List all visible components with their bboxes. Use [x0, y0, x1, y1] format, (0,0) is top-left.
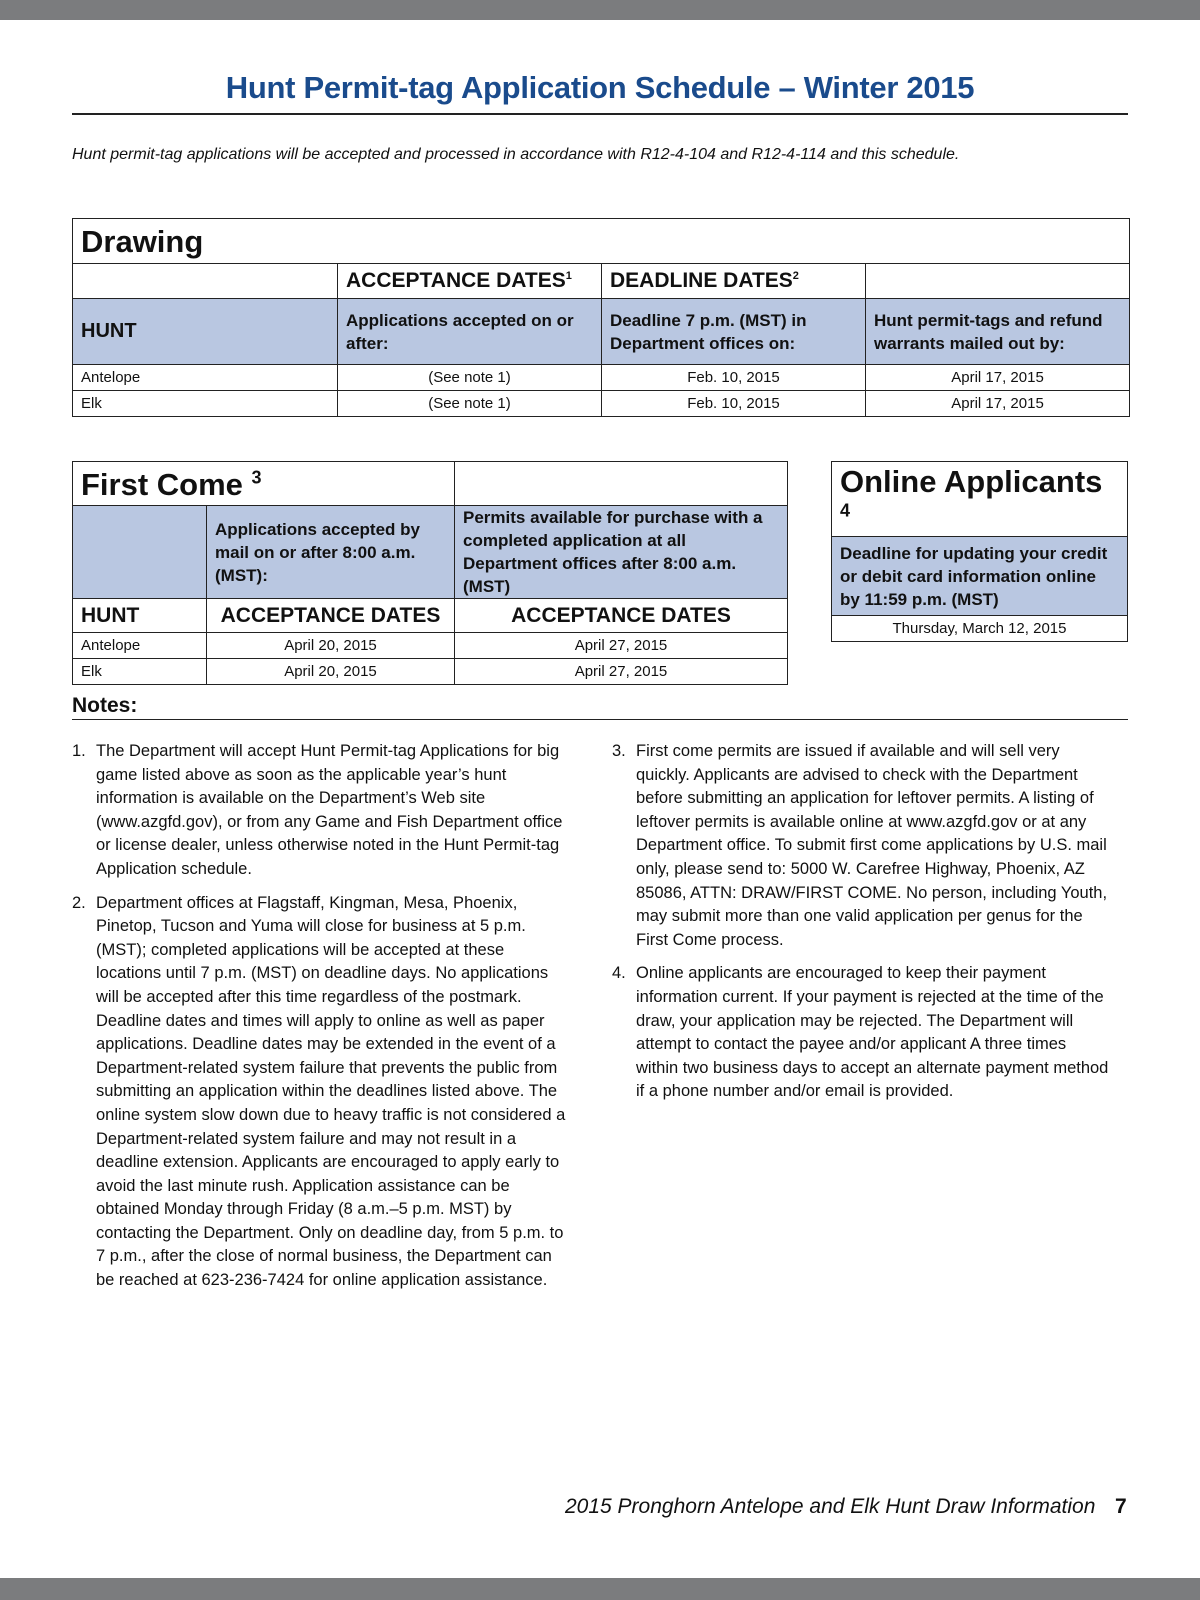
drawing-caption: Drawing [73, 219, 1130, 264]
first-come-table [72, 461, 788, 685]
hunt-cell: Elk [73, 391, 338, 417]
table-row [73, 391, 1130, 417]
mail-date-cell: April 20, 2015 [207, 659, 455, 685]
first-come-blank-header [73, 506, 207, 599]
first-come-caption: First Come $^3$ [73, 462, 455, 506]
note-item [72, 892, 572, 1293]
online-deadline-description: Deadline for updating your credit or debit card information online by 11:59 p.m. (MST) [832, 537, 1128, 616]
page-number: 7 [1115, 1495, 1127, 1518]
note-number: 4. [612, 964, 626, 983]
deadline-cell: Feb. 10, 2015 [602, 365, 866, 391]
deadline-column-header: Deadline 7 p.m. (MST) in Department offices on: [602, 299, 866, 365]
note-number: 1. [72, 742, 86, 760]
table-row [73, 659, 788, 685]
viewer-bottom-bar [0, 1578, 1200, 1600]
hunt-cell: Antelope [73, 633, 207, 659]
drawing-blank-cell [73, 264, 338, 299]
note-item [72, 740, 572, 882]
accepted-cell: (See note 1) [338, 391, 602, 417]
purchase-column-header: Permits available for purchase with a completed application at all Department offices after 8:00 a.m. (MST) [455, 506, 788, 599]
page-title: Hunt Permit-tag Application Schedule – Winter 2015 [225, 70, 975, 105]
acceptance-dates-header: ACCEPTANCE DATES$^1$ [338, 264, 602, 299]
acceptance-dates-header: ACCEPTANCE DATES [455, 599, 788, 633]
mailed-column-header: Hunt permit-tags and refund warrants mailed out by: [866, 299, 1130, 365]
deadline-cell: Feb. 10, 2015 [602, 391, 866, 417]
note-number: 2. [72, 893, 86, 912]
mail-column-header: Applications accepted by mail on or after 8:00 a.m. (MST): [207, 506, 455, 599]
note-item [612, 740, 1112, 952]
online-deadline-date: Thursday, March 12, 2015 [832, 616, 1128, 642]
footer-title: 2015 Pronghorn Antelope and Elk Hunt Draw Information [565, 1495, 1096, 1518]
notes-column-left [72, 740, 572, 1303]
note-text: Online applicants are encouraged to keep their payment information current. If your payment is rejected at the time of the draw, your application may be rejected. The Department will attempt to contact the payee and/or applicant A three times within two business days to accept an alternate payment method if a phone number and/or email is provided. [636, 964, 1109, 1101]
purchase-date-cell: April 27, 2015 [455, 633, 788, 659]
notes-heading: Notes: [72, 694, 138, 717]
drawing-blank-cell [866, 264, 1130, 299]
accepted-column-header: Applications accepted on or after: [338, 299, 602, 365]
first-come-blank-cell [455, 462, 788, 506]
online-applicants-caption: Online Applicants $^4$ [832, 462, 1128, 537]
mail-date-cell: April 20, 2015 [207, 633, 455, 659]
notes-column-right [612, 740, 1112, 1114]
purchase-date-cell: April 27, 2015 [455, 659, 788, 685]
deadline-dates-header: DEADLINE DATES$^2$ [602, 264, 866, 299]
table-row [73, 633, 788, 659]
intro-text: Hunt permit-tag applications will be accepted and processed in accordance with R12-4-104 and R12-4-114 and this schedule. [72, 146, 960, 163]
table-row [73, 365, 1130, 391]
note-item [612, 962, 1112, 1104]
mailed-cell: April 17, 2015 [866, 391, 1130, 417]
note-text: Department offices at Flagstaff, Kingman, Mesa, Phoenix, Pinetop, Tucson and Yuma will close for business at 5 p.m. (MST); completed applications will be accepted at these locations until 7 p.m. (MST) on deadline days. No applications will be accepted after this time regardless of the postmark. Deadline dates and times will apply to online as well as paper applications. Deadline dates may be extended in the event of a Department-related system failure that prevents the public from submitting an application within the deadlines listed above. The online system slow down due to heavy traffic is not considered a Department-related system failure and may not result in a deadline extension. Applicants are encouraged to apply early to avoid the last minute rush. Application assistance can be obtained Monday through Friday (8 a.m.–5 p.m. MST) by contacting the Department. Only on deadline day, from 5 p.m. to 7 p.m., after the close of normal business, the Department can be reached at 623-236-7424 for online application assistance. [96, 893, 566, 1290]
note-text: The Department will accept Hunt Permit-tag Applications for big game listed above as soon as the applicable year’s hunt information is available on the Department’s Web site (www.azgfd.gov), or from any Game and Fish Department office or license dealer, unless otherwise noted in the Hunt Permit-tag Application schedule. [96, 742, 563, 878]
hunt-column-header: HUNT [73, 299, 338, 365]
notes-rule [72, 719, 1128, 720]
hunt-cell: Antelope [73, 365, 338, 391]
note-text: First come permits are issued if available and will sell very quickly. Applicants are advised to check with the Department before submitting an application for leftover permits. A listing of leftover permits is available online at www.azgfd.gov or at any Department office. To submit first come applications by U.S. mail only, please send to: 5000 W. Carefree Highway, Phoenix, AZ 85086, ATTN: DRAW/FIRST COME. No person, including Youth, may submit more than one valid application per genus for the First Come process. [636, 742, 1108, 949]
hunt-column-header: HUNT [73, 599, 207, 633]
online-applicants-table [831, 461, 1128, 642]
acceptance-dates-header: ACCEPTANCE DATES [207, 599, 455, 633]
title-rule [72, 113, 1128, 115]
mailed-cell: April 17, 2015 [866, 365, 1130, 391]
note-number: 3. [612, 742, 626, 760]
accepted-cell: (See note 1) [338, 365, 602, 391]
drawing-table [72, 218, 1130, 417]
hunt-cell: Elk [73, 659, 207, 685]
